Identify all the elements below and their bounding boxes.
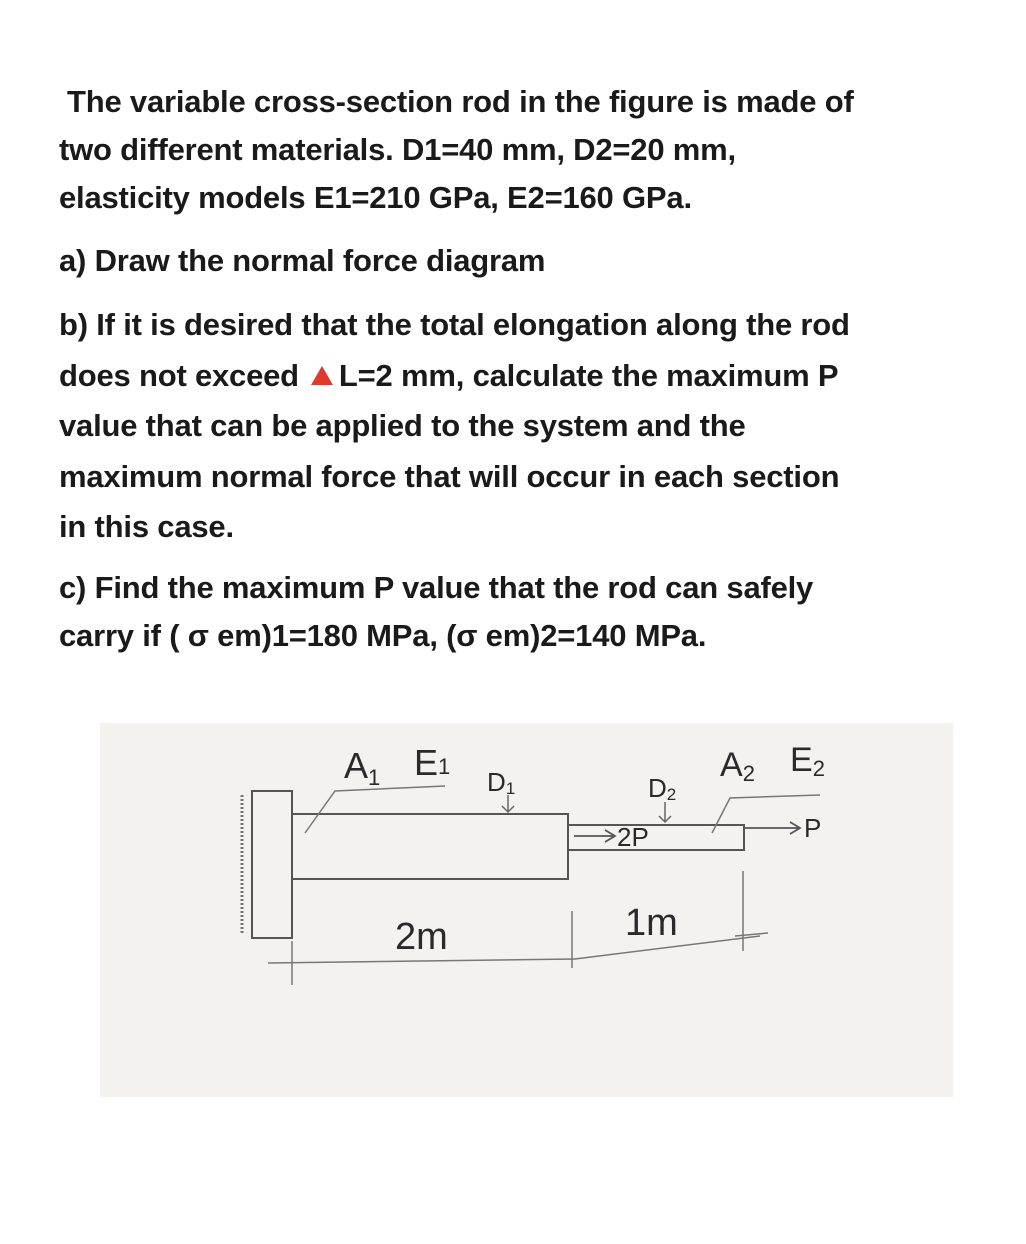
part-b-line-4: maximum normal force that will occur in each section [59,458,840,494]
part-b-line-2-post: L=2 mm, calculate the maximum P [338,357,839,393]
delta-triangle-icon [311,366,333,385]
label-d2: D2 [648,773,677,804]
label-d1: D1 [487,767,516,798]
intro-line-3: elasticity models E1=210 GPa, E2=160 GPa. [59,180,692,215]
rod-figure [100,723,953,1097]
label-length-2m: 2m [395,916,448,958]
label-e2: E2 [790,741,825,781]
intro-line-2: two different materials. D1=40 mm, D2=20 mm, [59,132,736,167]
part-b-line-2 [59,351,959,402]
label-force-2p: 2P [617,822,649,852]
part-c [59,564,959,660]
part-a-text: a) Draw the normal force diagram [59,243,546,278]
part-c-line-1: c) Find the maximum P value that the rod can safely [59,570,814,605]
label-length-1m: 1m [625,902,678,944]
label-e1: E1 [414,742,451,783]
part-c-line-2: carry if ( σ em)1=180 MPa, (σ em)2=140 MPa. [59,618,707,653]
label-a2: A2 [720,746,755,786]
part-a [59,237,959,285]
intro-line-1: The variable cross-section rod in the figure is made of [67,84,854,119]
part-b-line-1: b) If it is desired that the total elongation along the rod [59,307,850,342]
label-a1: A1 [344,745,381,790]
figure-background [100,723,953,1097]
part-b-line-3: value that can be applied to the system and the [59,408,746,443]
label-force-p: P [804,813,822,843]
part-b-line-2-pre: does not exceed [59,357,299,393]
problem-intro [59,78,959,222]
part-b-line-5: in this case. [59,509,234,544]
part-b [59,300,959,553]
